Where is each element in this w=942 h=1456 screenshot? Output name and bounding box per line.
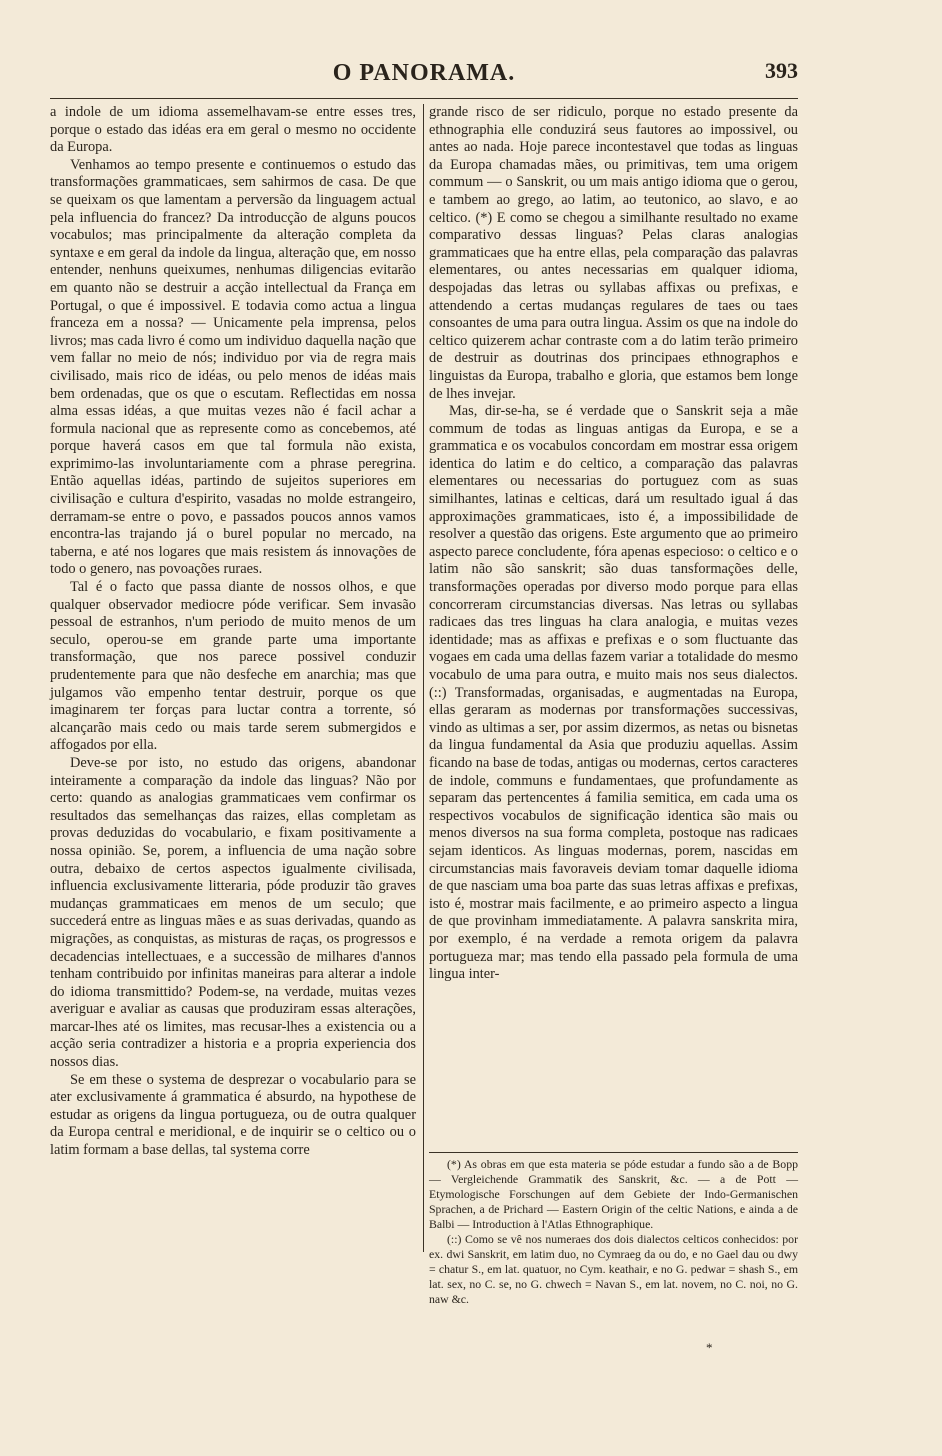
paragraph: grande risco de ser ridiculo, porque no estado presente da ethnographia elle conduzirá seus fautores ao impossivel, ou antes ao nada. Hoje parece incontestavel que todas as linguas da Europa chamadas mães, ou primitivas, tem uma origem commum — o Sanskrit, ou um mais antigo idioma que o gerou, e tambem ao grego, ao latim, ao teutonico, ao slavo, e ao celtico. (*) E como se chegou a similhante resultado no exame comparativo dessas linguas? Pelas claras analogias grammaticaes que ha entre ellas, pela comparação das palavras elementares, ou antes necessarias em qualquer idioma, despojadas das letras ou syllabas affixas ou prefixas, e attendendo a certas mudanças regulares de taes ou taes consoantes de uma para outra lingua. Assim os que na indole do celtico quizerem achar contraste com a do latim terão primeiro de destruir as doutrinas dos principaes ethnographos e linguistas da Europa, trabalho e gloria, que estamos bem longe de lhes invejar. xyxy=(429,104,798,402)
header-rule xyxy=(50,98,798,99)
paragraph: Deve-se por isto, no estudo das origens, abandonar inteiramente a comparação da indole das linguas? Não por certo: quando as analogias grammaticaes vem confirmar os resultados das semelhanças das raizes, ellas completam as provas deduzidas do vocabulario, e fixam positivamente a nossa opinião. Se, porem, a influencia de uma nação sobre outra, debaixo de certos aspectos igualmente civilisada, influencia exclusivamente litteraria, póde produzir tão graves mudanças grammaticaes em menos de um seculo; que succederá entre as linguas mães e as suas derivadas, quando as migrações, as conquistas, as misturas de raças, os progressos e decadencias intellectuaes, e a successão de milhares d'annos tenham contribuido por infinitas maneiras para alterar a indole do idioma transmittido? Podem-se, na verdade, muitas vezes averiguar e avaliar as causas que produziram essas alterações, marcar-lhes até os limites, mas recusar-lhes a existencia ou a acção seria contradizer a historia e a propria experiencia dos nossos dias. xyxy=(50,754,416,1071)
footnotes xyxy=(429,1157,798,1307)
end-mark: * xyxy=(706,1340,713,1355)
paragraph: Mas, dir-se-ha, se é verdade que o Sanskrit seja a mãe commum de todas as linguas antigas da Europa, e se a grammatica e os vocabulos concordam em mostrar essa origem identica do latim e do celtico, a comparação das palavras elementares ou necessarias do portuguez com as suas similhantes, latinas e celticas, dará um resultado igual á das approximações grammaticaes, isto é, a impossibilidade de resolver a questão das origens. Este argumento que ao primeiro aspecto parece concludente, fóra apenas especioso: o celtico e o latim não são sanskrit; são duas tansformações delle, transformações operadas por diverso modo porque para ellas concorreram circumstancias diversas. Nas letras ou syllabas radicaes das tres linguas ha clara analogia, e muitas vezes identidade; mas as affixas e prefixas e o som fluctuante das vogaes em cada uma dellas fazem variar a totalidade do mesmo vocabulo de uma para outra, e muito mais nos seus dialectos. (::) Transformadas, organisadas, e augmentadas na Europa, ellas geraram as modernas por transformações successivas, vindo as ultimas a ser, por assim dizermos, as netas ou bisnetas da lingua fundamental da Asia que produziu aquellas. Assim ficando na base de todas, antigas ou modernas, certos caracteres de indole, communs e fundamentaes, que profundamente as separam das pertencentes á familia semitica, em cada uma os respectivos vocabulos de significação identica são mais ou menos diversos na sua forma completa, postoque nas radicaes sejam identicos. As linguas modernas, porem, nascidas em circumstancias mais favoraveis deviam tomar daquelle idioma de que nasciam uma boa parte das suas letras affixas e prefixas, isto é, mostrar mais facilmente, e ao primeiro aspecto a lingua de que provinham immediatamente. A palavra sanskrita mira, por exemplo, é na verdade a remota origem da palavra portugueza mar; mas tendo ella passado pela formula de uma lingua inter- xyxy=(429,403,798,983)
page-header xyxy=(50,56,798,90)
paragraph: Venhamos ao tempo presente e continuemos o estudo das transformações grammaticaes, sem sahirmos de casa. De que se queixam os que lamentam a perversão da linguagem actual pela influencia do francez? Da introducção de alguns poucos vocabulos; mas principalmente da alteração completa da syntaxe e em geral da indole da lingua, alteração que, em nosso entender, nenhuns queixumes, nenhumas diligencias evitarão em quanto não se destruir a acção intellectual da França em Portugal, o que é impossivel. E todavia como actua a lingua franceza em a nossa? — Unicamente pela imprensa, pelos livros; mas cada livro é como um individuo daquella nação que vem fallar no meio de nós; individuo por via de regra mais civilisado, mais rico de idéas, ou pelo menos de idéas mais bem ordenadas, que os que o escutam. Reflectidas em nossa alma essas idéas, a que muitas vezes não é facil achar a formula nacional que as represente como as concebemos, até porque haverá casos em que tal formula não exista, exprimimo-las involuntariamente com a phrase peregrina. Então aquellas idéas, partindo de sujeitos superiores em civilisação e cultura d'espirito, vasadas no molde estrangeiro, derramam-se entre o povo, e passados poucos annos vamos encontra-las trajando já o burel popular no mercado, na taberna, e até nos logares que mais resistem ás innovações de todo o genero, nas povoações ruraes. xyxy=(50,156,416,578)
footnote-rule xyxy=(429,1152,798,1153)
footnote: (::) Como se vê nos numeraes dos dois dialectos celticos conhecidos: por ex. dwi Sanskrit, em latim duo, no Cymraeg da ou do, e no Gael dau ou dwy = chatur S., em lat. quatuor, no Cym. keathair, e no G. pedwar = shash S., em lat. sex, no C. se, no G. chwech = Navan S., em lat. novem, no C. noi, no G. naw &c. xyxy=(429,1232,798,1306)
right-column xyxy=(429,104,798,984)
page-number: 393 xyxy=(765,58,798,83)
left-column xyxy=(50,104,416,1160)
footnote: (*) As obras em que esta materia se póde estudar a fundo são a de Bopp — Vergleichende Grammatik des Sanskrit, &c. — a de Pott — Etymologische Forschungen auf dem Gebiete der Indo-Germanischen Sprachen, a de Prichard — Eastern Origin of the celtic Nations, e ainda a de Balbi — Introduction à l'Atlas Ethnographique. xyxy=(429,1157,798,1231)
journal-title: O PANORAMA. xyxy=(332,60,516,86)
paragraph: Se em these o systema de desprezar o vocabulario para se ater exclusivamente á grammatica é absurdo, na hypothese de estudar as origens da lingua portugueza, ou de outra qualquer da Europa central e meridional, e de inquirir se o celtico ou o latim formam a base dellas, tal systema corre xyxy=(50,1071,416,1159)
paragraph: a indole de um idioma assemelhavam-se entre esses tres, porque o estado das idéas era em geral o mesmo no occidente da Europa. xyxy=(50,104,416,156)
paragraph: Tal é o facto que passa diante de nossos olhos, e que qualquer observador mediocre póde verificar. Sem invasão pessoal de estranhos, n'um periodo de muito menos de um seculo, operou-se em grande parte uma importante transformação, que nos parece possivel conduzir prudentemente para que não desfeche em anarchia; mas que julgamos vão empenho tentar destruir, porque os que imaginarem ter forças para luctar contra a torrente, só alcançarão mais cedo ou mais tarde serem submergidos e affogados por ella. xyxy=(50,579,416,754)
column-separator xyxy=(423,104,424,1252)
